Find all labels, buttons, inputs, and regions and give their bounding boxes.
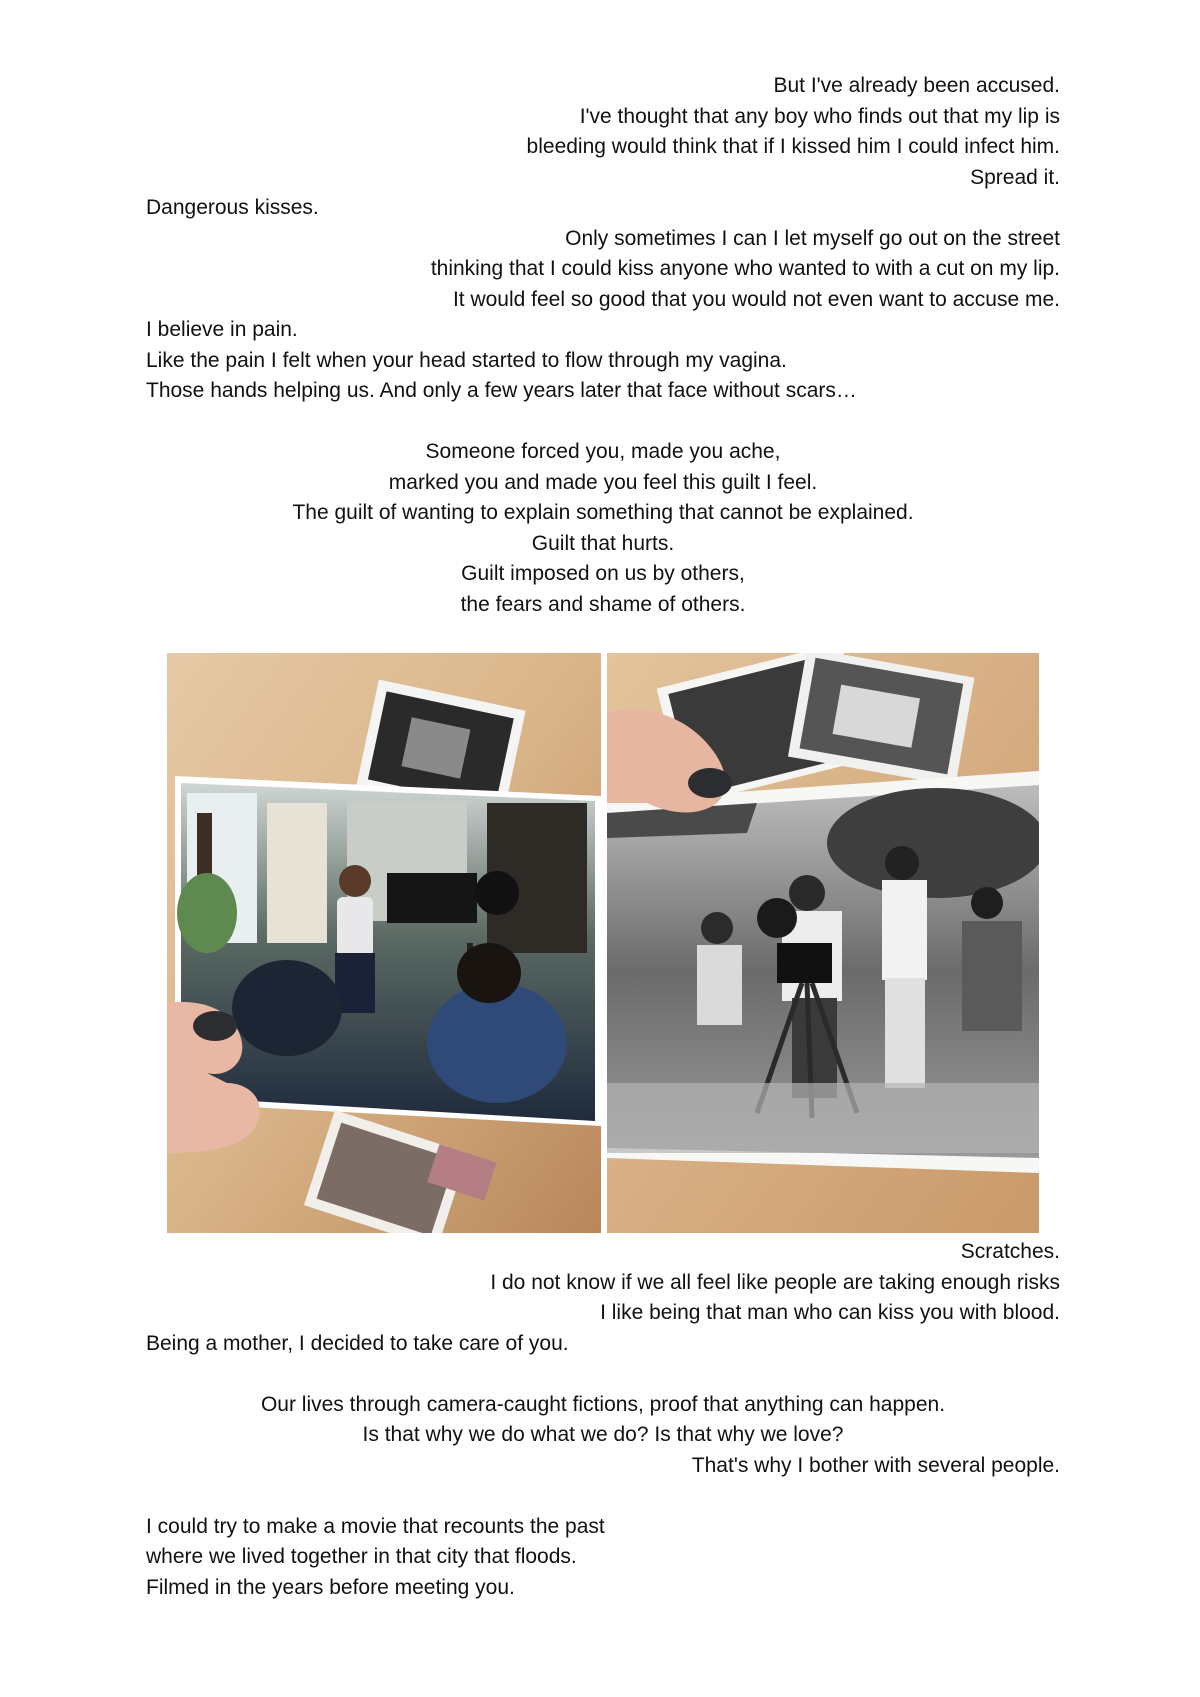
verse-line: Spread it. [970, 165, 1060, 189]
verse-line: Those hands helping us. And only a few years later that face without scars… [146, 379, 857, 402]
text-block-top [146, 71, 1060, 620]
verse-line: Someone forced you, made you ache, [425, 440, 781, 463]
verse-line: Guilt that hurts. [531, 531, 675, 555]
verse-line: I do not know if we all feel like people are taking enough risks [490, 1270, 1060, 1294]
photo-right [607, 653, 1039, 1233]
verse-line: I could try to make a movie that recounts the past [146, 1514, 605, 1538]
verse-line: Dangerous kisses. [146, 196, 319, 219]
verse-line: thinking that I could kiss anyone who wanted to with a cut on my lip. [430, 257, 1060, 280]
verse-line: I believe in pain. [146, 318, 298, 341]
photo-pair [167, 653, 1039, 1233]
color-film-photo-icon [167, 653, 601, 1233]
verse-line: marked you and made you feel this guilt I feel. [388, 470, 818, 494]
verse-line: the fears and shame of others. [460, 592, 746, 616]
verse-line: It would feel so good that you would not even want to accuse me. [452, 287, 1060, 311]
verse-line: Our lives through camera-caught fictions, proof that anything can happen. [260, 1392, 946, 1416]
verse-line: Like the pain I felt when your head started to flow through my vagina. [146, 348, 787, 372]
bw-film-photo-icon [607, 653, 1039, 1233]
verse-line: That's why I bother with several people. [691, 1453, 1060, 1477]
verse-line: bleeding would think that if I kissed him I could infect him. [526, 135, 1060, 158]
text-block-bottom [146, 1237, 1060, 1603]
verse-line: I like being that man who can kiss you with blood. [600, 1301, 1060, 1324]
verse-line: I've thought that any boy who finds out that my lip is [579, 104, 1060, 128]
verse-line: Only sometimes I can I let myself go out on the street [565, 226, 1060, 250]
verse-line: Guilt imposed on us by others, [461, 562, 745, 585]
verse-line: Being a mother, I decided to take care of you. [146, 1331, 569, 1355]
verse-line: But I've already been accused. [773, 74, 1060, 97]
verse-line: Is that why we do what we do? Is that why we love? [362, 1423, 844, 1446]
verse-line: The guilt of wanting to explain something that cannot be explained. [292, 501, 914, 524]
verse-line: where we lived together in that city that floods. [146, 1545, 577, 1568]
verse-line: Scratches. [960, 1240, 1060, 1263]
photo-left [167, 653, 601, 1233]
verse-line: Filmed in the years before meeting you. [146, 1575, 515, 1599]
